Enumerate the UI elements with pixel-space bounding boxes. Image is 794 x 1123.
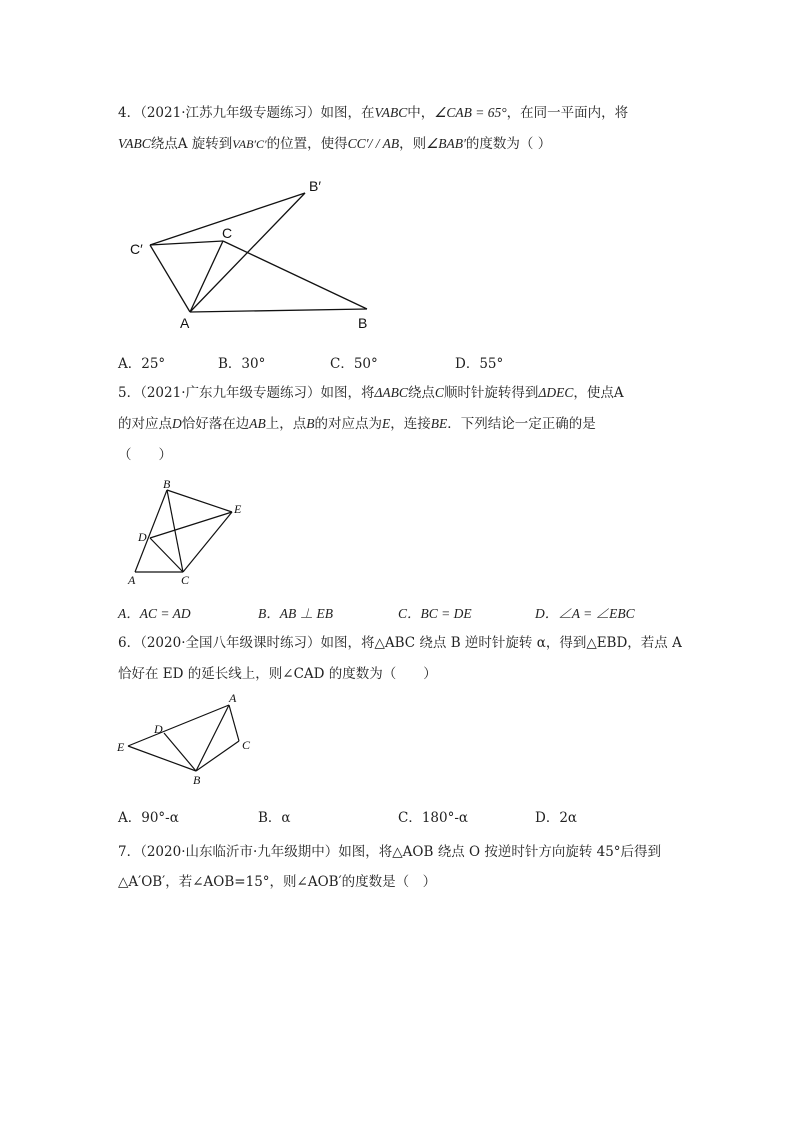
q6-option-a[interactable]: A．90°-α <box>118 810 179 826</box>
q6-label-C: C <box>242 738 251 752</box>
q6-label-E: E <box>117 740 125 754</box>
q6-option-b[interactable]: B．α <box>258 810 291 826</box>
q6-label-A: A <box>229 691 237 705</box>
q4-option-b[interactable]: B．30° <box>218 356 266 372</box>
q4-stem-line1: 4．（2021·江苏九年级专题练习）如图，在VABC中，∠CAB = 65°，在同一平面内，将 <box>118 105 629 121</box>
q5-option-a[interactable]: A．AC = AD <box>118 606 191 621</box>
q5-stem-line1: 5．（2021·广东九年级专题练习）如图，将ΔABC绕点C顺时针旋转得到ΔDEC，使点A <box>118 385 624 401</box>
q7-stem-line1: 7．（2020·山东临沂市·九年级期中）如图，将△AOB 绕点 O 按逆时针方向旋转 45°后得到 <box>118 844 662 860</box>
q5-label-C: C <box>181 573 190 587</box>
q4-label-B: B <box>358 315 368 331</box>
q6-stem-line2: 恰好在 ED 的延长线上，则∠CAD 的度数为（ ） <box>118 666 437 682</box>
q4-option-a[interactable]: A．25° <box>118 356 166 372</box>
q5-option-b[interactable]: B．AB ⊥ EB <box>258 606 333 621</box>
q5-label-E: E <box>234 502 242 516</box>
q4-option-d[interactable]: D．55° <box>455 356 504 372</box>
q6-stem-line1: 6．（2020·全国八年级课时练习）如图，将△ABC 绕点 B 逆时针旋转 α，得到△EBD，若点 A <box>118 635 682 651</box>
q4-stem-line2: VABC绕点A 旋转到VAB′C′的位置，使得CC′/ / AB，则∠BAB′的度数为（ ） <box>118 136 552 152</box>
q7-stem-line2: △A′OB′，若∠AOB=15°，则∠AOB′的度数是（ ） <box>118 874 437 890</box>
q5-label-A: A <box>128 573 136 587</box>
q4-label-A: A <box>180 315 190 331</box>
q5-option-d[interactable]: D．∠A = ∠EBC <box>535 606 635 621</box>
q6-label-B: B <box>193 773 201 787</box>
q5-label-B: B <box>163 477 171 491</box>
q6-option-c[interactable]: C．180°-α <box>398 810 469 826</box>
q4-label-Cprime: C′ <box>130 241 143 257</box>
q6-option-d[interactable]: D．2α <box>535 810 578 826</box>
q5-label-D: D <box>138 530 147 544</box>
q5-option-c[interactable]: C．BC = DE <box>398 606 472 621</box>
q4-option-c[interactable]: C．50° <box>330 356 378 372</box>
q6-label-D: D <box>154 722 163 736</box>
q4-label-Bprime: B′ <box>309 178 321 194</box>
q5-stem-line3: （ ） <box>118 447 172 463</box>
q5-stem-line2: 的对应点D恰好落在边AB上，点B的对应点为E，连接BE．下列结论一定正确的是 <box>118 416 596 432</box>
q4-label-C: C <box>222 225 233 241</box>
